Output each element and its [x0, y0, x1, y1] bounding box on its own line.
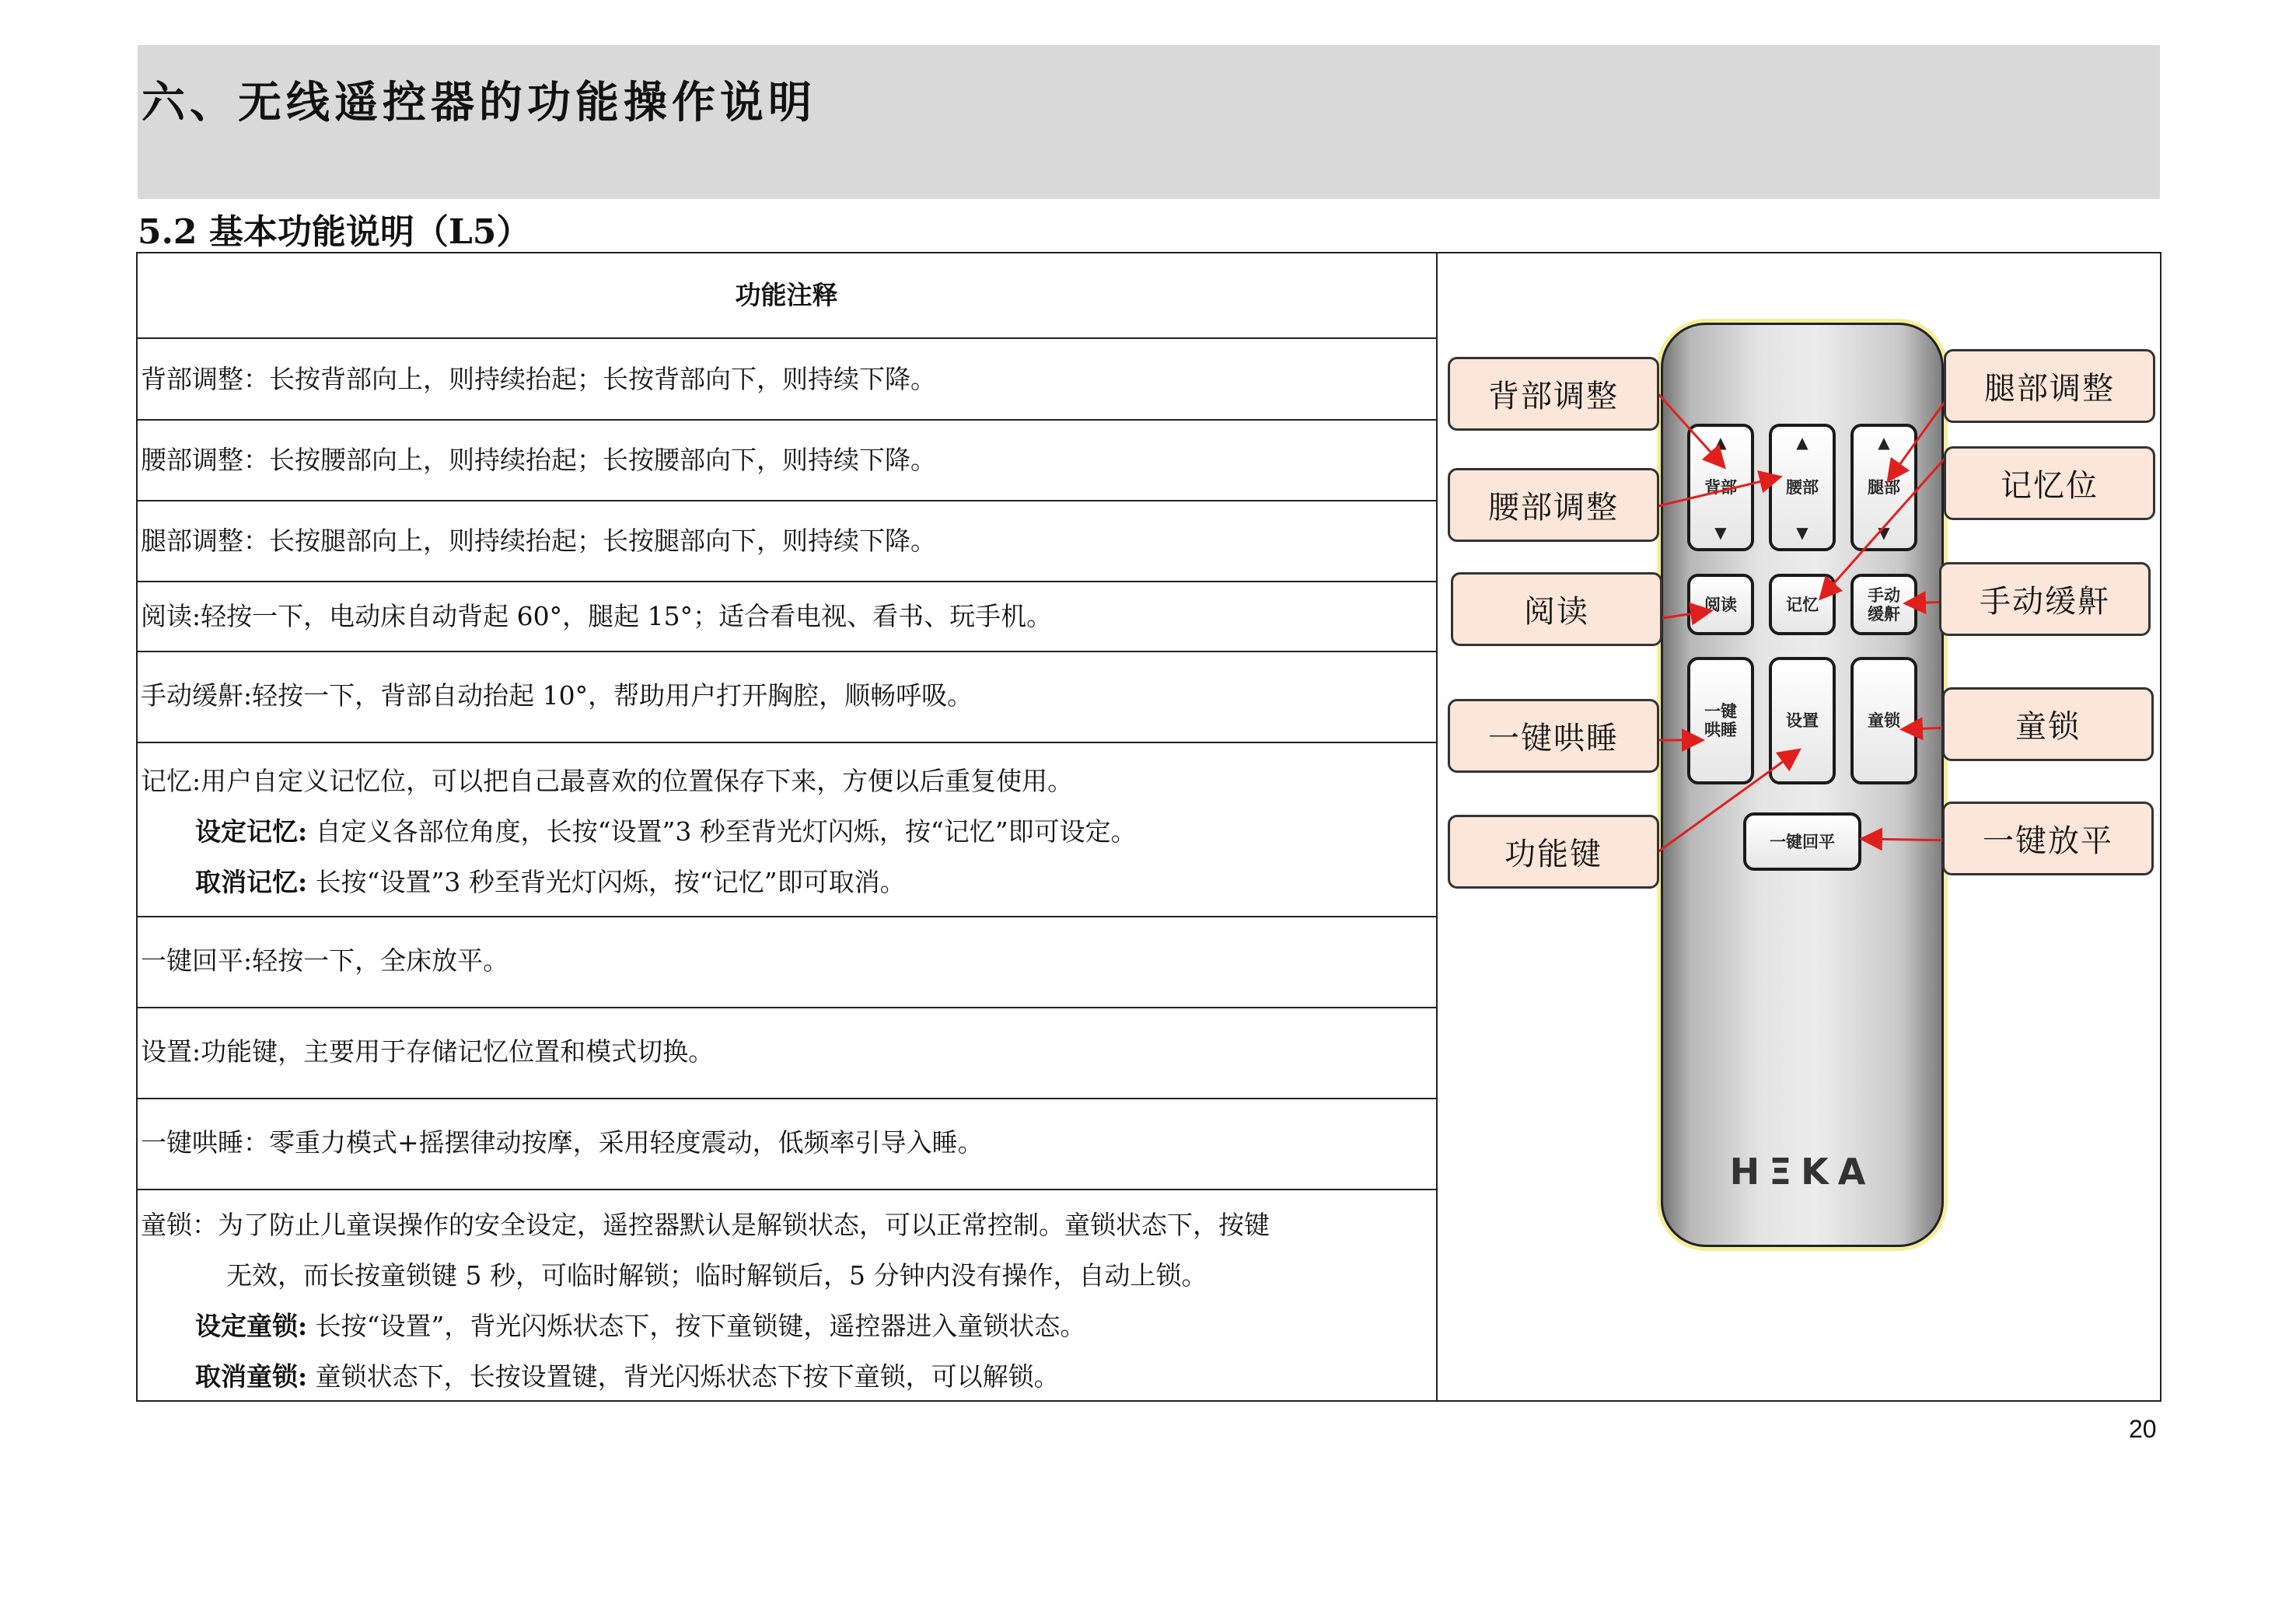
- memory-set-text: 自定义各部位角度，长按“设置”3 秒至背光灯闪烁，按“记忆”即可设定。: [307, 816, 1137, 847]
- row-text: 阅读:轻按一下，电动床自动背起 60°，腿起 15°；适合看电视、看书、玩手机。: [141, 601, 1053, 631]
- down-arrow-icon: ▼: [1714, 523, 1727, 542]
- callout-relief: 手动缓鼾: [1939, 562, 2151, 636]
- down-arrow-icon: ▼: [1796, 523, 1808, 542]
- setting-button[interactable]: [1769, 657, 1836, 784]
- lock-cancel-line: [141, 1351, 1437, 1402]
- waist-button[interactable]: [1769, 424, 1836, 551]
- row-snore-relief: [136, 651, 1437, 742]
- leg-button[interactable]: [1850, 424, 1917, 551]
- child-lock-button-label: 童锁: [1868, 711, 1900, 730]
- row-text: 背部调整：长按背部向上，则持续抬起；长按背部向下，则持续下降。: [141, 364, 936, 394]
- row-text: 童锁：为了防止儿童误操作的安全设定，遥控器默认是解锁状态，可以正常控制。童锁状态下，按键: [141, 1210, 1270, 1240]
- up-arrow-icon: ▲: [1714, 433, 1727, 452]
- waist-button-label: 腰部: [1786, 478, 1819, 497]
- callout-memory: 记忆位: [1944, 446, 2155, 520]
- memory-set-label: 设定记忆:: [195, 816, 308, 847]
- memory-button-label: 记忆: [1786, 595, 1819, 614]
- sleep-button-label: 一键哄睡: [1704, 702, 1737, 739]
- row-text: 记忆:用户自定义记忆位，可以把自己最喜欢的位置保存下来，方便以后重复使用。: [141, 766, 1074, 796]
- lock-cancel-text: 童锁状态下，长按设置键，背光闪烁状态下按下童锁，可以解锁。: [307, 1361, 1060, 1392]
- row-setting: [136, 1007, 1437, 1098]
- row-child-lock: [136, 1189, 1437, 1400]
- row-sleep: [136, 1098, 1437, 1189]
- table-header: 功能注释: [735, 280, 838, 310]
- callout-leg: 腿部调整: [1944, 349, 2155, 423]
- callout-sleep: 一键哄睡: [1448, 699, 1659, 773]
- callout-lock: 童锁: [1942, 687, 2154, 761]
- read-button-label: 阅读: [1704, 595, 1737, 614]
- up-arrow-icon: ▲: [1796, 433, 1808, 452]
- row-leg-adjust: [136, 500, 1437, 581]
- row-waist-adjust: [136, 419, 1437, 500]
- row-flat: [136, 916, 1437, 1007]
- memory-set-line: [141, 806, 1437, 857]
- up-arrow-icon: ▲: [1878, 433, 1890, 452]
- memory-cancel-text: 长按“设置”3 秒至背光灯闪烁，按“记忆”即可取消。: [307, 867, 906, 897]
- row-memory: [136, 742, 1437, 916]
- memory-button[interactable]: [1769, 574, 1836, 635]
- snore-relief-button-label: 手动缓鼾: [1868, 585, 1900, 624]
- lock-set-text: 长按“设置”，背光闪烁状态下，按下童锁键，遥控器进入童锁状态。: [307, 1311, 1086, 1341]
- snore-relief-button[interactable]: [1850, 574, 1917, 635]
- setting-button-label: 设置: [1786, 711, 1819, 730]
- child-lock-button[interactable]: [1850, 657, 1917, 784]
- row-text: 一键哄睡：零重力模式+摇摆律动按摩，采用轻度震动，低频率引导入睡。: [141, 1127, 984, 1158]
- callout-function-key: 功能键: [1448, 815, 1659, 889]
- remote-control: [1661, 323, 1944, 1247]
- row-text: 腿部调整：长按腿部向上，则持续抬起；长按腿部向下，则持续下降。: [141, 526, 936, 556]
- lock-set-label: 设定童锁:: [195, 1311, 308, 1341]
- page-number: 20: [2129, 1415, 2157, 1443]
- flat-button[interactable]: [1743, 812, 1861, 871]
- memory-cancel-line: [141, 857, 1437, 907]
- section-title: 5.2 基本功能说明（L5）: [138, 212, 531, 252]
- brand-logo: HΞKA: [1729, 1151, 1875, 1193]
- lock-cancel-label: 取消童锁:: [195, 1361, 308, 1392]
- row-read: [136, 581, 1437, 651]
- read-button[interactable]: [1687, 574, 1754, 635]
- lock-set-line: [141, 1301, 1437, 1351]
- memory-cancel-label: 取消记忆:: [195, 867, 308, 897]
- row-text: 手动缓鼾:轻按一下，背部自动抬起 10°，帮助用户打开胸腔，顺畅呼吸。: [141, 680, 973, 711]
- row-text: 无效，而长按童锁键 5 秒，可临时解锁；临时解锁后，5 分钟内没有操作，自动上锁。: [226, 1260, 1207, 1291]
- sleep-button[interactable]: [1687, 657, 1754, 784]
- leg-button-label: 腿部: [1868, 478, 1900, 497]
- row-text: 一键回平:轻按一下，全床放平。: [141, 945, 509, 976]
- back-button-label: 背部: [1704, 478, 1737, 497]
- callout-flat: 一键放平: [1942, 802, 2154, 875]
- callout-waist: 腰部调整: [1448, 468, 1659, 542]
- remote-illustration: [1438, 253, 2160, 1401]
- row-back-adjust: [136, 337, 1437, 419]
- back-button[interactable]: [1687, 424, 1754, 551]
- flat-button-label: 一键回平: [1770, 832, 1835, 851]
- row-text: 设置:功能键，主要用于存储记忆位置和模式切换。: [141, 1036, 715, 1067]
- callout-read: 阅读: [1451, 572, 1662, 646]
- page-title: 六、无线遥控器的功能操作说明: [142, 78, 816, 128]
- callout-back: 背部调整: [1448, 357, 1659, 431]
- down-arrow-icon: ▼: [1878, 523, 1890, 542]
- row-text: 腰部调整：长按腰部向上，则持续抬起；长按腰部向下，则持续下降。: [141, 445, 936, 475]
